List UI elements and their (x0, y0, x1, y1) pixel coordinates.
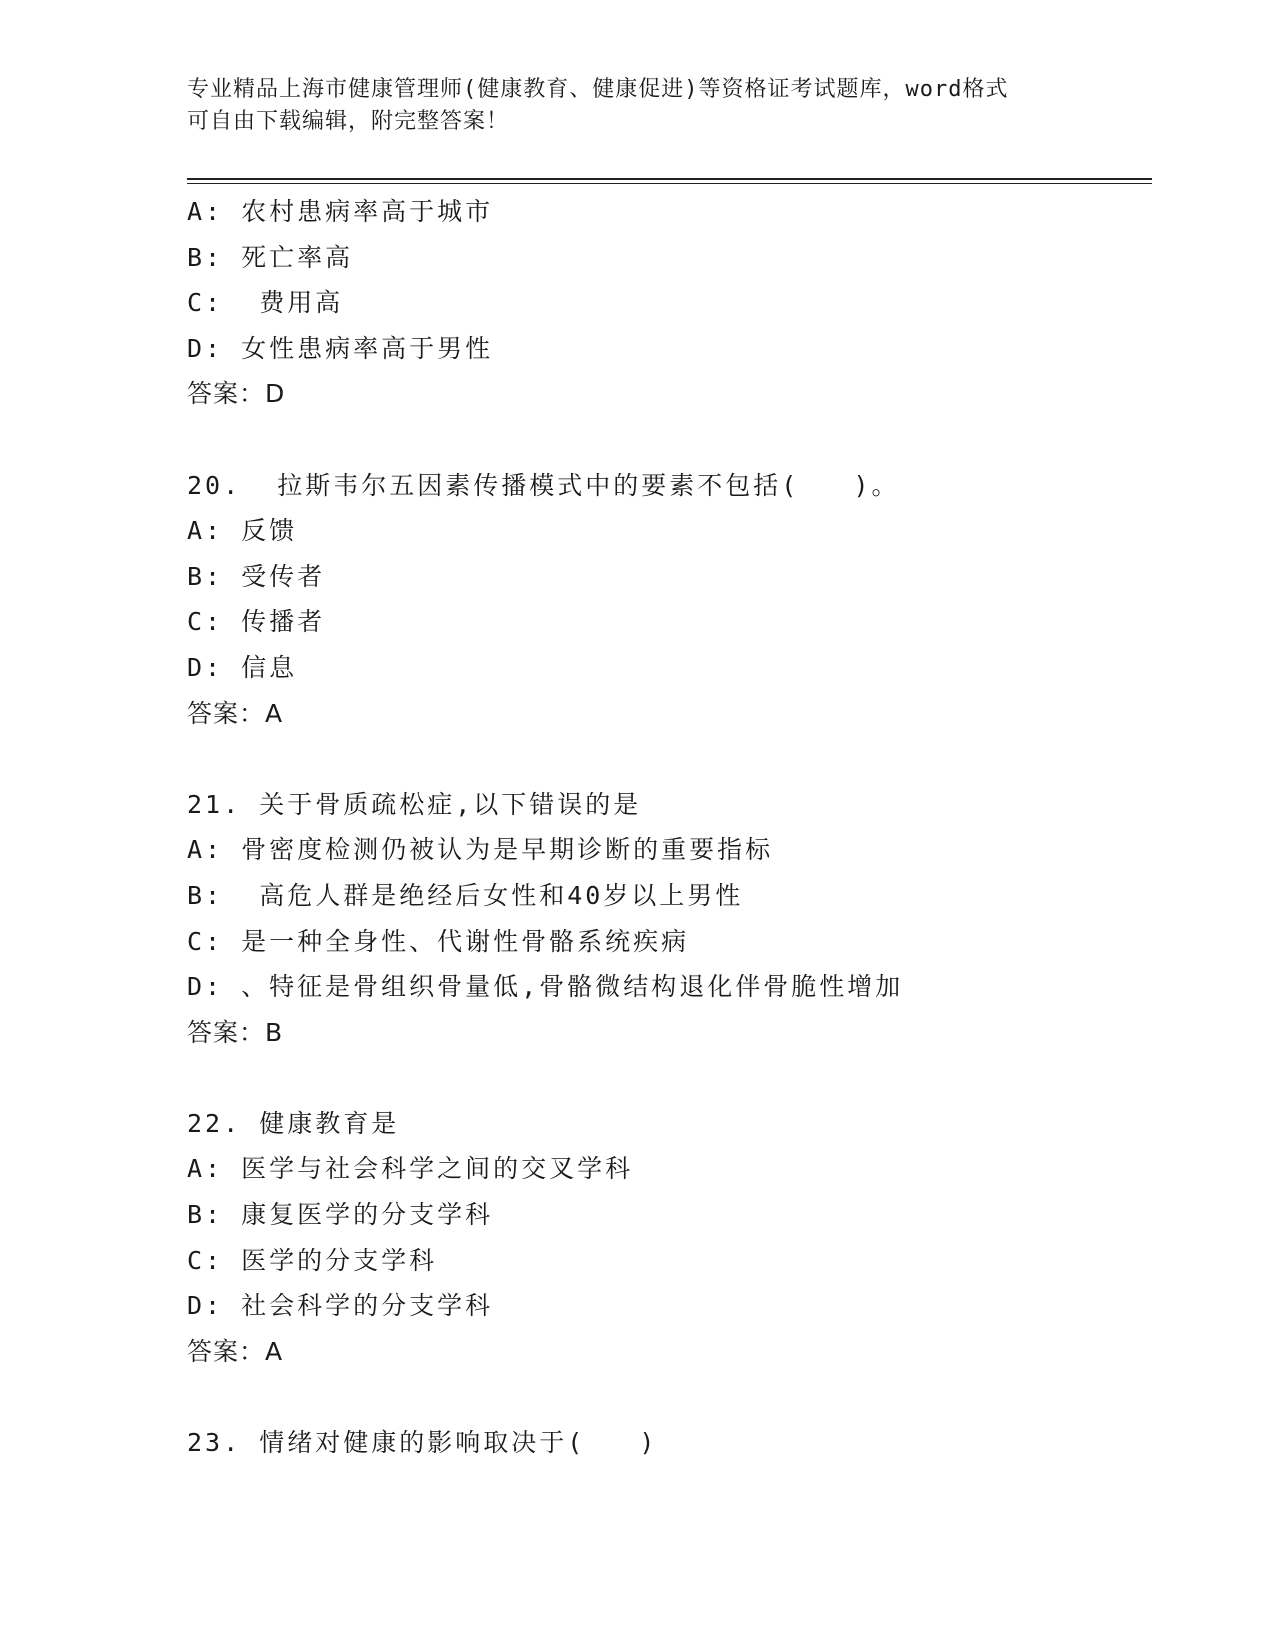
question-20 (187, 463, 1147, 737)
option-b: B: 高危人群是绝经后女性和40岁以上男性 (187, 880, 744, 910)
question-stem: 23. 情绪对健康的影响取决于( ) (187, 1428, 658, 1458)
question-19 (187, 189, 1147, 417)
spacer (187, 417, 1147, 463)
question-list (187, 189, 1147, 1466)
header-line-2: 可自由下载编辑，附完整答案！ (187, 109, 510, 134)
option-a: A: 反馈 (187, 516, 298, 546)
question-stem: 22. 健康教育是 (187, 1108, 400, 1138)
option-a: A: 骨密度检测仍被认为是早期诊断的重要指标 (187, 835, 774, 865)
option-c: C: 传播者 (187, 607, 326, 637)
option-b: B: 康复医学的分支学科 (187, 1200, 494, 1230)
question-stem: 20. 拉斯韦尔五因素传播模式中的要素不包括( )。 (187, 470, 900, 500)
option-b: B: 死亡率高 (187, 242, 354, 272)
header-divider-thin (187, 183, 1152, 184)
header-divider-thick (187, 178, 1152, 180)
question-23 (187, 1420, 1147, 1466)
option-d: D: 、特征是骨组织骨量低,骨骼微结构退化伴骨脆性增加 (187, 972, 904, 1002)
option-c: C: 是一种全身性、代谢性骨骼系统疾病 (187, 926, 690, 956)
spacer (187, 736, 1147, 782)
spacer (187, 1055, 1147, 1101)
option-d: D: 社会科学的分支学科 (187, 1291, 494, 1321)
option-d: D: 信息 (187, 652, 298, 682)
answer: 答案：B (187, 1017, 284, 1047)
option-c: C: 费用高 (187, 288, 344, 318)
question-22 (187, 1101, 1147, 1375)
question-21 (187, 782, 1147, 1056)
header-line-1: 专业精品上海市健康管理师(健康教育、健康促进)等资格证考试题库，word格式 (187, 77, 1009, 102)
answer: 答案：A (187, 698, 284, 728)
answer: 答案：A (187, 1336, 284, 1366)
option-a: A: 医学与社会科学之间的交叉学科 (187, 1154, 634, 1184)
option-c: C: 医学的分支学科 (187, 1245, 438, 1275)
spacer (187, 1374, 1147, 1420)
answer: 答案：D (187, 379, 286, 409)
option-d: D: 女性患病率高于男性 (187, 333, 494, 363)
document-header (187, 74, 1087, 138)
question-stem: 21. 关于骨质疏松症,以下错误的是 (187, 789, 642, 819)
option-b: B: 受传者 (187, 561, 326, 591)
option-a: A: 农村患病率高于城市 (187, 197, 494, 226)
